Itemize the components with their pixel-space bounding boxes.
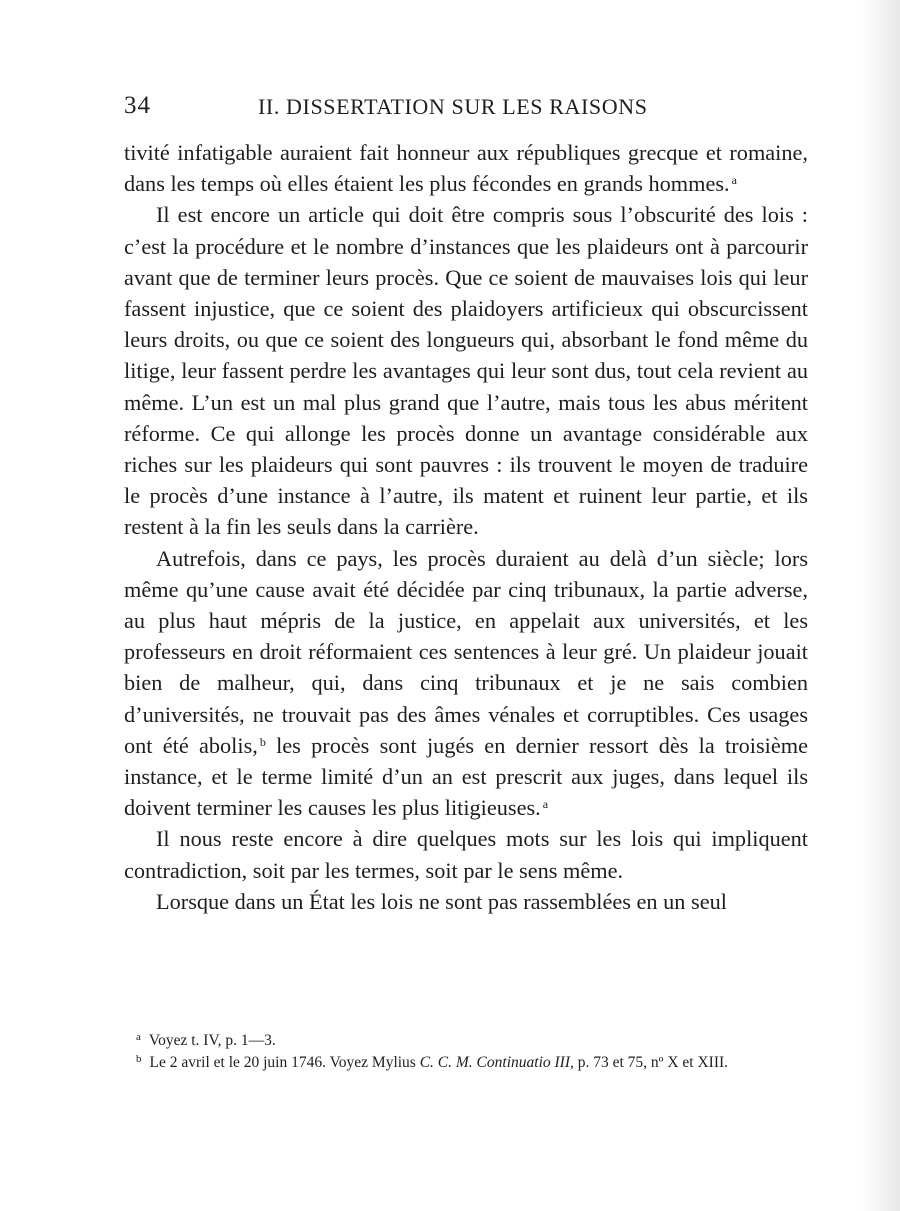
page-number: 34	[124, 92, 151, 119]
footnote-a-letter: a	[136, 1031, 141, 1043]
paragraph-5	[124, 886, 808, 917]
footnote-b-text-b: p. 73 et 75, nº X et XIII.	[577, 1054, 729, 1071]
page-edge-shadow	[860, 0, 900, 1211]
footnote-b-text-a: Le 2 avril et le 20 juin 1746. Voyez Mylius	[149, 1054, 416, 1071]
paragraph-2	[124, 199, 808, 542]
footnote-marker-a: a	[731, 173, 737, 188]
paragraph-4	[124, 823, 808, 885]
footnote-marker-b: b	[259, 734, 266, 749]
footnote-a	[110, 1030, 808, 1052]
paragraph-5-text: Lorsque dans un État les lois ne sont pas rassemblées en un seul	[156, 888, 727, 914]
footnotes	[110, 1030, 808, 1074]
footnote-marker-a-second: a	[542, 797, 549, 812]
footnote-b	[110, 1052, 808, 1074]
footnote-a-text: Voyez t. IV, p. 1—3.	[148, 1032, 276, 1049]
paragraph-1	[124, 137, 808, 199]
paragraph-1-text: tivité infatigable auraient fait honneur aux républiques grecque et romaine, dans les temps où elles étaient les plus fécondes en grands hommes.	[124, 140, 808, 197]
running-head: II. DISSERTATION SUR LES RAISONS	[258, 94, 648, 119]
paragraph-2-text: Il est encore un article qui doit être compris sous l’obscurité des lois : c’est la procédure et le nombre d’instances que les plaideurs ont à parcourir avant que de terminer leurs procès. Que ce soient de mauvaises lois qui leur fassent injustice, que ce soient des plaidoyers artificieux qui obscurcissent leurs droits, ou que ce soient des longueurs qui, absorbant le fond même du litige, leur fassent perdre les avantages qui leur sont dus, tout cela revient au même. L’un est un mal plus grand que l’autre, mais tous les abus méritent réforme. Ce qui allonge les procès donne un avantage considérable aux riches sur les plaideurs qui sont pauvres : ils trouvent le moyen de traduire le procès d’une instance à l’autre, ils matent et ruinent leur partie, et ils restent à la fin les seuls dans la carrière.	[124, 202, 808, 540]
footnote-b-citation: C. C. M. Continuatio III,	[419, 1054, 574, 1071]
paragraph-3-text-a: Autrefois, dans ce pays, les procès duraient au delà d’un siècle; lors même qu’une cause avait été décidée par cinq tribunaux, la partie adverse, au plus haut mépris de la justice, en appelait aux universités, et les professeurs en droit réformaient ces sentences à leur gré. Un plaideur jouait bien de malheur, qui, dans cinq tribunaux et je ne sais combien d’universités, ne trouvait pas des âmes vénales et corruptibles. Ces usages ont été abolis,	[124, 545, 808, 758]
paragraph-4-text: Il nous reste encore à dire quelques mots sur les lois qui impliquent contradiction, soit par les termes, soit par le sens même.	[124, 826, 808, 883]
body-text	[124, 137, 808, 917]
paragraph-3-text-b: les procès sont jugés en dernier ressort dès la troisième instance, et le terme limité d’un an est prescrit aux juges, dans lequel ils doivent terminer les causes les plus litigieuses.	[124, 732, 808, 821]
paragraph-3	[124, 543, 808, 824]
page-header	[124, 92, 684, 126]
footnote-b-letter: b	[136, 1053, 142, 1065]
